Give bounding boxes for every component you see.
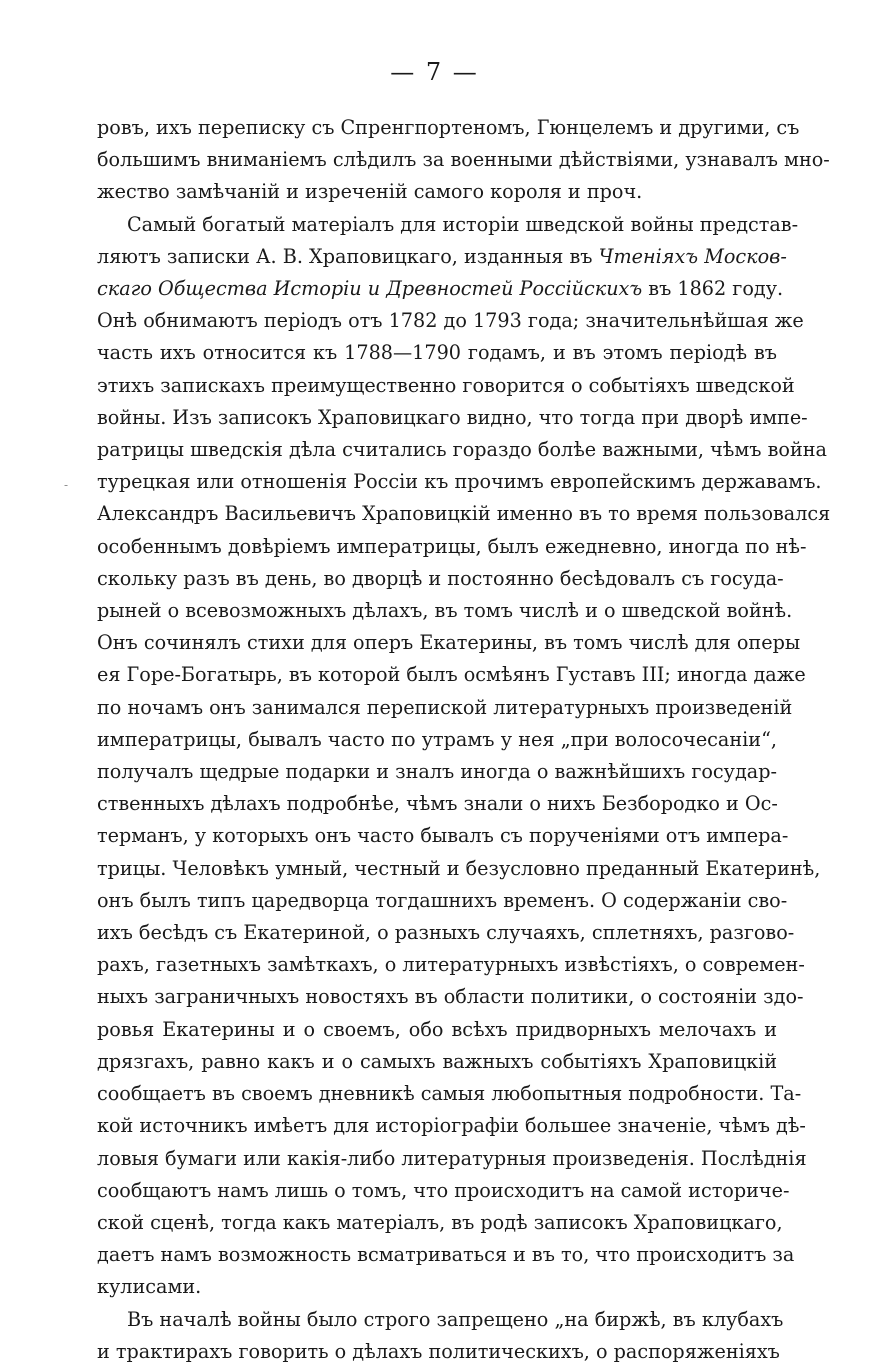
text-line-content: императрицы, бывалъ часто по утрамъ у нея „при волосочесаніи“, <box>97 727 777 751</box>
text-line-content: Александръ Васильевичъ Храповицкій именно въ то время пользовался <box>97 502 831 526</box>
text-line <box>97 434 827 466</box>
text-line <box>97 402 808 434</box>
text-line <box>97 692 793 724</box>
text-line <box>97 1271 777 1303</box>
text-line-content: Онъ сочинялъ стихи для оперъ Екатерины, въ томъ числѣ для оперы <box>97 631 801 655</box>
text-line-tail: въ 1862 году. <box>642 277 784 301</box>
text-line <box>97 1046 777 1078</box>
text-line <box>97 466 822 498</box>
text-line <box>97 1175 790 1207</box>
text-line-content: терманъ, у которыхъ онъ часто бывалъ съ порученіями отъ импера- <box>97 824 789 848</box>
text-line <box>97 1304 784 1336</box>
italic-title: скаго Общества Исторіи и Древностей Россійскихъ <box>97 277 643 301</box>
text-line <box>97 1110 806 1142</box>
text-line-content: сообщаютъ намъ лишь о томъ, что происходитъ на самой историче- <box>97 1178 790 1202</box>
text-line <box>97 273 784 305</box>
text-line <box>97 305 804 337</box>
text-line <box>97 1239 795 1271</box>
text-line-content: войны. Изъ записокъ Храповицкаго видно, что тогда при дворѣ импе- <box>97 405 808 429</box>
text-line <box>97 1336 780 1368</box>
text-line <box>97 724 777 756</box>
text-line <box>97 788 777 820</box>
text-line <box>97 885 788 917</box>
text-line <box>97 112 800 144</box>
text-line-content: ныхъ заграничныхъ новостяхъ въ области политики, о состояніи здо- <box>97 985 804 1009</box>
text-line-content: часть ихъ относится къ 1788—1790 годамъ, и въ этомъ періодѣ въ <box>97 341 777 365</box>
text-line-content: ихъ бесѣдъ съ Екатериной, о разныхъ случаяхъ, сплетняхъ, разгово- <box>97 921 795 945</box>
text-line-content: скольку разъ въ день, во дворцѣ и постоянно бесѣдовалъ съ госуда- <box>97 566 784 590</box>
text-line-content: рыней о всевозможныхъ дѣлахъ, въ томъ числѣ и о шведской войнѣ. <box>97 599 793 623</box>
text-line-content: даетъ намъ возможность всматриваться и въ то, что происходитъ за <box>97 1243 795 1267</box>
text-line <box>97 337 777 369</box>
text-line-content: кой источникъ имѣетъ для исторіографіи большее значеніе, чѣмъ дѣ- <box>97 1114 806 1138</box>
text-line-content: по ночамъ онъ занимался перепиской литературныхъ произведеній <box>97 695 793 719</box>
text-line-content: ской сценѣ, тогда какъ матеріалъ, въ родѣ записокъ Храповицкаго, <box>97 1210 783 1234</box>
text-line-content: ственныхъ дѣлахъ подробнѣе, чѣмъ знали о нихъ Безбородко и Ос- <box>97 792 778 816</box>
text-line <box>97 1078 802 1110</box>
text-line-content: кулисами. <box>97 1275 202 1299</box>
text-line <box>97 370 795 402</box>
text-line-content: онъ былъ типъ царедворца тогдашнихъ временъ. О содержаніи сво- <box>97 888 788 912</box>
text-line-content: получалъ щедрые подарки и зналъ иногда о важнѣйшихъ государ- <box>97 760 777 784</box>
text-line-content: дрязгахъ, равно какъ и о самыхъ важныхъ событіяхъ Храповицкій <box>97 1049 777 1073</box>
text-line-content: турецкая или отношенія Россіи къ прочимъ европейскимъ державамъ. <box>97 470 822 494</box>
text-line <box>97 1014 777 1046</box>
text-line-content: ратрицы шведскія дѣла считались гораздо болѣе важными, чѣмъ война <box>97 438 827 462</box>
text-line <box>97 756 777 788</box>
text-line <box>97 531 807 563</box>
text-line-content: Въ началѣ войны было строго запрещено „на биржѣ, въ клубахъ <box>127 1307 784 1331</box>
text-line-content: этихъ запискахъ преимущественно говорится о событіяхъ шведской <box>97 373 795 397</box>
text-line-content: ляютъ записки А. В. Храповицкаго, изданныя въ <box>97 244 599 268</box>
text-line <box>97 917 795 949</box>
text-line <box>97 1143 807 1175</box>
text-line-content: трицы. Человѣкъ умный, честный и безусловно преданный Екатеринѣ, <box>97 856 821 880</box>
text-line-content: ея Горе-Богатырь, въ которой былъ осмѣянъ Густавъ III; иногда даже <box>97 663 806 687</box>
text-line <box>97 820 789 852</box>
text-line-content: большимъ вниманіемъ слѣдилъ за военными дѣйствіями, узнавалъ мно- <box>97 148 830 172</box>
text-line <box>97 498 831 530</box>
text-line-content: ровья Екатерины и о своемъ, обо всѣхъ придворныхъ мелочахъ и <box>97 1017 777 1041</box>
text-line-content: ловыя бумаги или какія-либо литературныя произведенія. Послѣднія <box>97 1146 807 1170</box>
page-number: — 7 — <box>390 58 479 86</box>
text-line <box>97 981 804 1013</box>
text-line <box>97 563 784 595</box>
text-line-content: и трактирахъ говорить о дѣлахъ политическихъ, о распоряженіяхъ <box>97 1339 780 1363</box>
text-line <box>97 595 793 627</box>
text-line <box>97 176 777 208</box>
text-line <box>97 1207 783 1239</box>
text-line <box>97 659 806 691</box>
text-line-content: Самый богатый матеріалъ для исторіи шведской войны представ- <box>127 212 799 236</box>
text-line <box>97 241 787 273</box>
text-line <box>97 853 821 885</box>
text-line <box>97 144 830 176</box>
italic-title: Чтеніяхъ Москов- <box>598 244 787 268</box>
text-line-content: особеннымъ довѣріемъ императрицы, былъ ежедневно, иногда по нѣ- <box>97 534 807 558</box>
text-line <box>97 209 799 241</box>
text-line-content: ровъ, ихъ переписку съ Спренгпортеномъ, Гюнцелемъ и другими, съ <box>97 116 800 139</box>
margin-mark: - <box>64 478 69 492</box>
text-line <box>97 949 805 981</box>
text-line-content: Онѣ обнимаютъ періодъ отъ 1782 до 1793 года; значительнѣйшая же <box>97 309 804 333</box>
text-line-content: сообщаетъ въ своемъ дневникѣ самыя любопытныя подробности. Та- <box>97 1082 802 1106</box>
text-line-content: рахъ, газетныхъ замѣткахъ, о литературныхъ извѣстіяхъ, о современ- <box>97 953 805 977</box>
body-text <box>97 112 831 1368</box>
text-line <box>97 627 801 659</box>
text-line-content: жество замѣчаній и изреченій самого короля и проч. <box>97 180 643 204</box>
